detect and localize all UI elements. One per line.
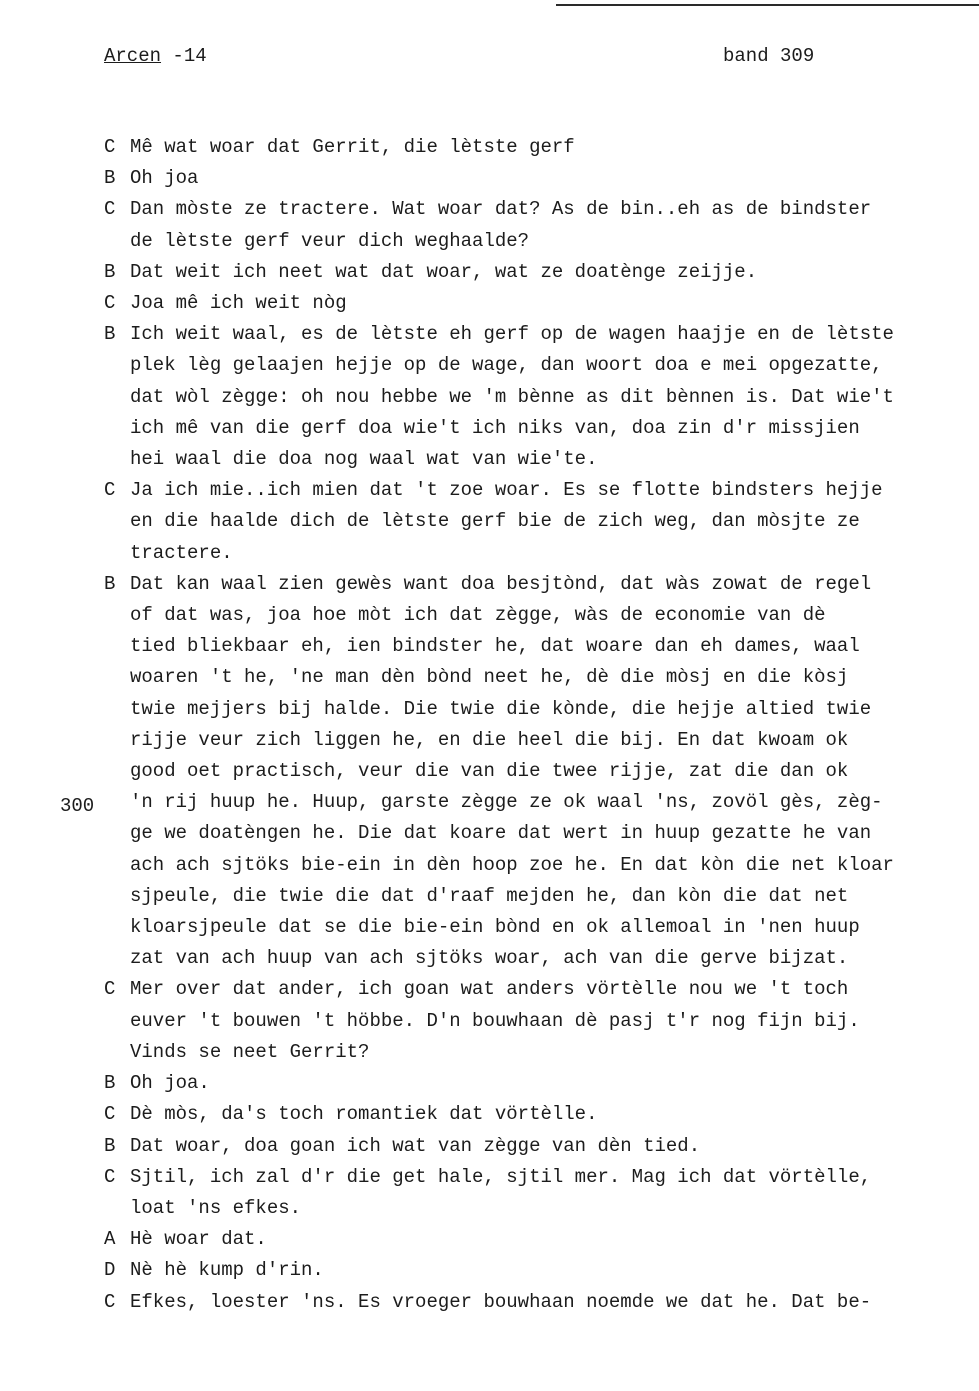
transcript-turn — [104, 1224, 964, 1255]
utterance-text: Hè woar dat. — [130, 1228, 267, 1251]
utterance-text: Oh joa. — [130, 1072, 210, 1095]
speaker-label: B — [104, 1072, 116, 1095]
speaker-label: C — [104, 1290, 116, 1313]
utterance-text: Dan mòste ze tractere. Wat woar dat? As de bin..eh as de bindster de lètste gerf veur dich weghaalde? — [130, 198, 872, 252]
line-count-marker: 300 — [60, 795, 95, 817]
speaker-label: B — [104, 260, 116, 283]
speaker-label: B — [104, 1134, 116, 1157]
transcript-turn — [104, 1131, 964, 1162]
transcript-turn — [104, 475, 964, 569]
speaker-label: C — [104, 978, 116, 1001]
speaker-label: B — [104, 167, 116, 190]
transcript-turn — [104, 319, 964, 475]
utterance-text: Dat kan waal zien gewès want doa besjtònd, dat wàs zowat de regel of dat was, joa hoe mòt ich dat zègge, wàs de economie van dè tied bliekbaar eh, ien bindster he, dat woare dan eh dames, waal woaren 't he, 'ne man dèn bònd neet he, dè die mòsj en die kòsj twie mejjers bij halde. Die twie die kònde, die hejje altied twie rijje veur zich liggen he, en die heel die bij. En dat kwoam ok good oet practisch, veur die van die twee rijje, zat die dan ok 'n rij huup he. Huup, garste zègge ze ok waal 'ns, zovöl gès, zèg- ge we doatèngen he. Die dat koare dat wert in huup gezatte he van ach ach sjtöks bie-ein in dèn hoop zoe he. En dat kòn die net kloar sjpeule, die twie die dat d'raaf mejden he, dan kòn die dat net kloarsjpeule dat se die bie-ein bònd en ok allemoal in 'nen huup zat van ach huup van ach sjtöks woar, ach van die gerve bijzat. — [130, 572, 894, 970]
transcript-turn — [104, 569, 964, 975]
transcript-turn — [104, 974, 964, 1068]
tape-number: band 309 — [723, 45, 815, 67]
utterance-text: Mer over dat ander, ich goan wat anders vörtèlle nou we 't toch euver 't bouwen 't höbbe. D'n bouwhaan dè pasj t'r nog fijn bij. Vinds se neet Gerrit? — [130, 978, 860, 1063]
transcript-turn — [104, 1068, 964, 1099]
transcript-turn — [104, 1287, 964, 1318]
utterance-text: Dat weit ich neet wat dat woar, wat ze doatènge zeijje. — [130, 260, 758, 283]
transcript-turn — [104, 194, 964, 256]
utterance-text: Dat woar, doa goan ich wat van zègge van dèn tied. — [130, 1134, 701, 1157]
speaker-label: B — [104, 572, 116, 595]
speaker-label: C — [104, 292, 116, 315]
page-header-left — [104, 45, 207, 67]
transcript-turn — [104, 1099, 964, 1130]
utterance-text: Joa mê ich weit nòg — [130, 292, 347, 315]
utterance-text: Ich weit waal, es de lètste eh gerf op de wagen haajje en de lètste plek lèg gelaajen hejje op de wage, dan woort doa e mei opgezatte, dat wòl zègge: oh nou hebbe we 'm bènne as dit bènnen is. Dat wie't ich mê van die gerf doa wie't ich niks van, doa zin d'r missjien hei waal die doa nog waal wat van wie'te. — [130, 323, 894, 471]
speaker-label: C — [104, 136, 116, 158]
speaker-label: C — [104, 198, 116, 221]
utterance-text: Sjtil, ich zal d'r die get hale, sjtil mer. Mag ich dat vörtèlle, loat 'ns efkes. — [130, 1165, 872, 1219]
utterance-text: Oh joa — [130, 167, 199, 190]
utterance-text: Efkes, loester 'ns. Es vroeger bouwhaan noemde we dat he. Dat be- — [130, 1290, 872, 1313]
transcript-turn — [104, 132, 964, 163]
transcript — [104, 132, 964, 1318]
page-number: -14 — [161, 45, 207, 67]
speaker-label: D — [104, 1259, 116, 1282]
transcript-turn — [104, 163, 964, 194]
utterance-text: Mê wat woar dat Gerrit, die lètste gerf — [130, 136, 575, 158]
utterance-text: Dè mòs, da's toch romantiek dat vörtèlle. — [130, 1103, 598, 1126]
utterance-text: Nè hè kump d'rin. — [130, 1259, 324, 1282]
transcript-turn — [104, 257, 964, 288]
utterance-text: Ja ich mie..ich mien dat 't zoe woar. Es se flotte bindsters hejje en die haalde dich de lètste gerf bie de zich weg, dan mòsjte ze tractere. — [130, 479, 883, 564]
transcript-turn — [104, 1162, 964, 1224]
speaker-label: C — [104, 1165, 116, 1188]
speaker-label: C — [104, 479, 116, 502]
top-rule — [556, 4, 979, 6]
transcript-turn — [104, 1255, 964, 1286]
transcript-turn — [104, 288, 964, 319]
speaker-label: C — [104, 1103, 116, 1126]
place-name: Arcen — [104, 45, 162, 67]
speaker-label: A — [104, 1228, 116, 1251]
speaker-label: B — [104, 323, 116, 346]
